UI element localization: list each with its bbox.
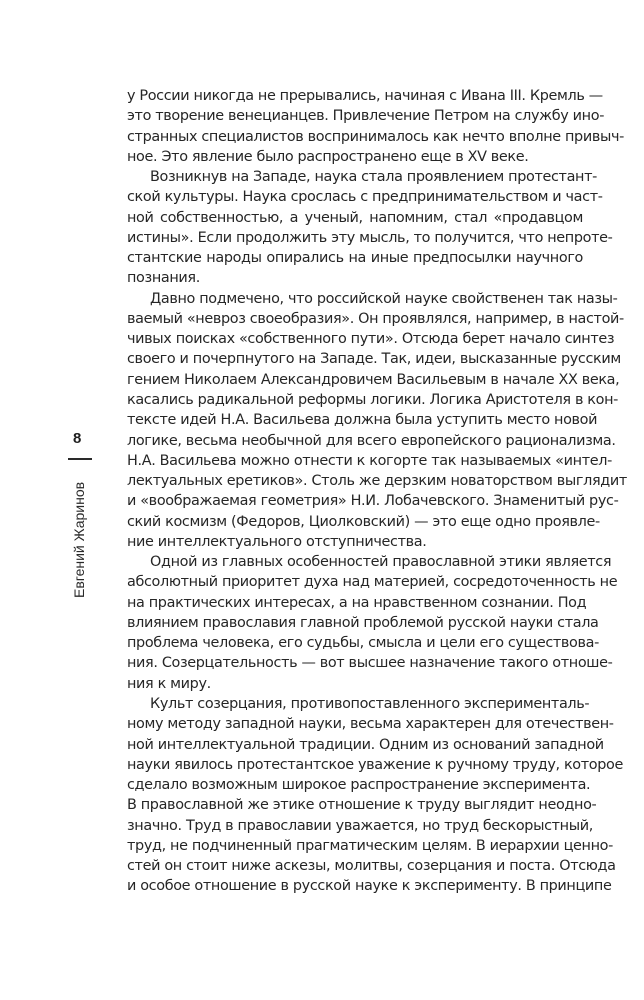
text-line: и «воображаемая геометрия» Н.И. Лобачевского. Знаменитый рус- — [127, 493, 619, 510]
text-line: Культ созерцания, противопоставленного эксперименталь- — [150, 695, 590, 712]
text-line: ному методу западной науки, весьма характерен для отечествен- — [127, 716, 614, 733]
body-text — [127, 86, 627, 897]
text-line: странных специалистов воспринималось как нечто вполне привыч- — [127, 128, 624, 145]
paragraph-1 — [127, 86, 624, 167]
paragraph-3 — [127, 289, 627, 552]
text-line: касались радикальной реформы логики. Логика Аристотеля в кон- — [127, 391, 619, 408]
text-line: чивых поисках «собственного пути». Отсюда берет начало синтез — [127, 331, 615, 348]
text-line: стантские народы опирались на иные предпосылки научного — [127, 250, 583, 267]
paragraph-4 — [127, 552, 618, 694]
text-line: ской культуры. Наука срослась с предпринимательством и част- — [127, 189, 603, 206]
text-line: у России никогда не прерывались, начиная с Ивана III. Кремль — — [127, 88, 603, 104]
text-line: В православной же этике отношение к труду выглядит неодно- — [127, 797, 597, 814]
text-line: ваемый «невроз своеобразия». Он проявлялся, например, в настой- — [127, 310, 624, 327]
paragraph-5 — [127, 694, 623, 897]
text-line: на практических интересах, а на нравственном сознании. Под — [127, 594, 587, 611]
paragraph-2 — [127, 167, 613, 289]
text-line: абсолютный приоритет духа над материей, сосредоточенность не — [127, 574, 618, 591]
text-line: истины». Если продолжить эту мысль, то получится, что непроте- — [127, 229, 613, 246]
text-line: ное. Это явление было распространено еще в XV веке. — [127, 148, 529, 165]
text-line: ский космизм (Федоров, Циолковский) — это еще одно проявле- — [127, 513, 600, 530]
page-number: 8 — [73, 430, 82, 447]
text-line: и особое отношение в русской науке к эксперименту. В принципе — [127, 878, 612, 895]
text-line: ной собственностью, а ученый, напомним, стал «продавцом — [127, 209, 583, 226]
text-line: ния. Созерцательность — вот высшее назначение такого отноше- — [127, 655, 613, 672]
text-line: Н.А. Васильева можно отнести к когорте так называемых «интел- — [127, 452, 612, 469]
text-line: влиянием православия главной проблемой русской науки стала — [127, 614, 599, 631]
running-head-author: Евгений Жаринов — [71, 481, 87, 598]
text-line: своего и почерпнутого на Западе. Так, идеи, высказанные русским — [127, 351, 621, 368]
margin-divider-rule — [68, 458, 92, 460]
text-line: ния к миру. — [127, 675, 211, 692]
text-line: логике, весьма необычной для всего европейского рационализма. — [127, 432, 616, 449]
text-line: Одной из главных особенностей православной этики является — [150, 554, 612, 571]
text-line: стей он стоит ниже аскезы, молитвы, созерцания и поста. Отсюда — [127, 858, 616, 875]
text-line: науки явилось протестантское уважение к ручному труду, которое — [127, 756, 623, 773]
text-line: сделало возможным широкое распространение эксперимента. — [127, 777, 591, 794]
text-line: Давно подмечено, что российской науке свойственен так назы- — [150, 290, 618, 307]
text-line: гением Николаем Александровичем Васильевым в начале XX века, — [127, 371, 620, 388]
text-line: проблема человека, его судьбы, смысла и цели его существова- — [127, 635, 599, 652]
text-line: труд, не подчиненный прагматическим целям. В иерархии ценно- — [127, 837, 613, 854]
text-line: ной интеллектуальной традиции. Одним из оснований западной — [127, 736, 604, 753]
text-line: лектуальных еретиков». Столь же дерзким новаторством выглядит — [127, 473, 627, 490]
text-line: познания. — [127, 270, 200, 287]
text-line: Возникнув на Западе, наука стала проявлением протестант- — [150, 169, 597, 186]
text-line: значно. Труд в православии уважается, но труд бескорыстный, — [127, 817, 593, 834]
text-line: это творение венецианцев. Привлечение Петром на службу ино- — [127, 108, 605, 125]
text-line: ние интеллектуального отступничества. — [127, 533, 427, 550]
text-line: тексте идей Н.А. Васильева должна была уступить место новой — [127, 412, 598, 429]
